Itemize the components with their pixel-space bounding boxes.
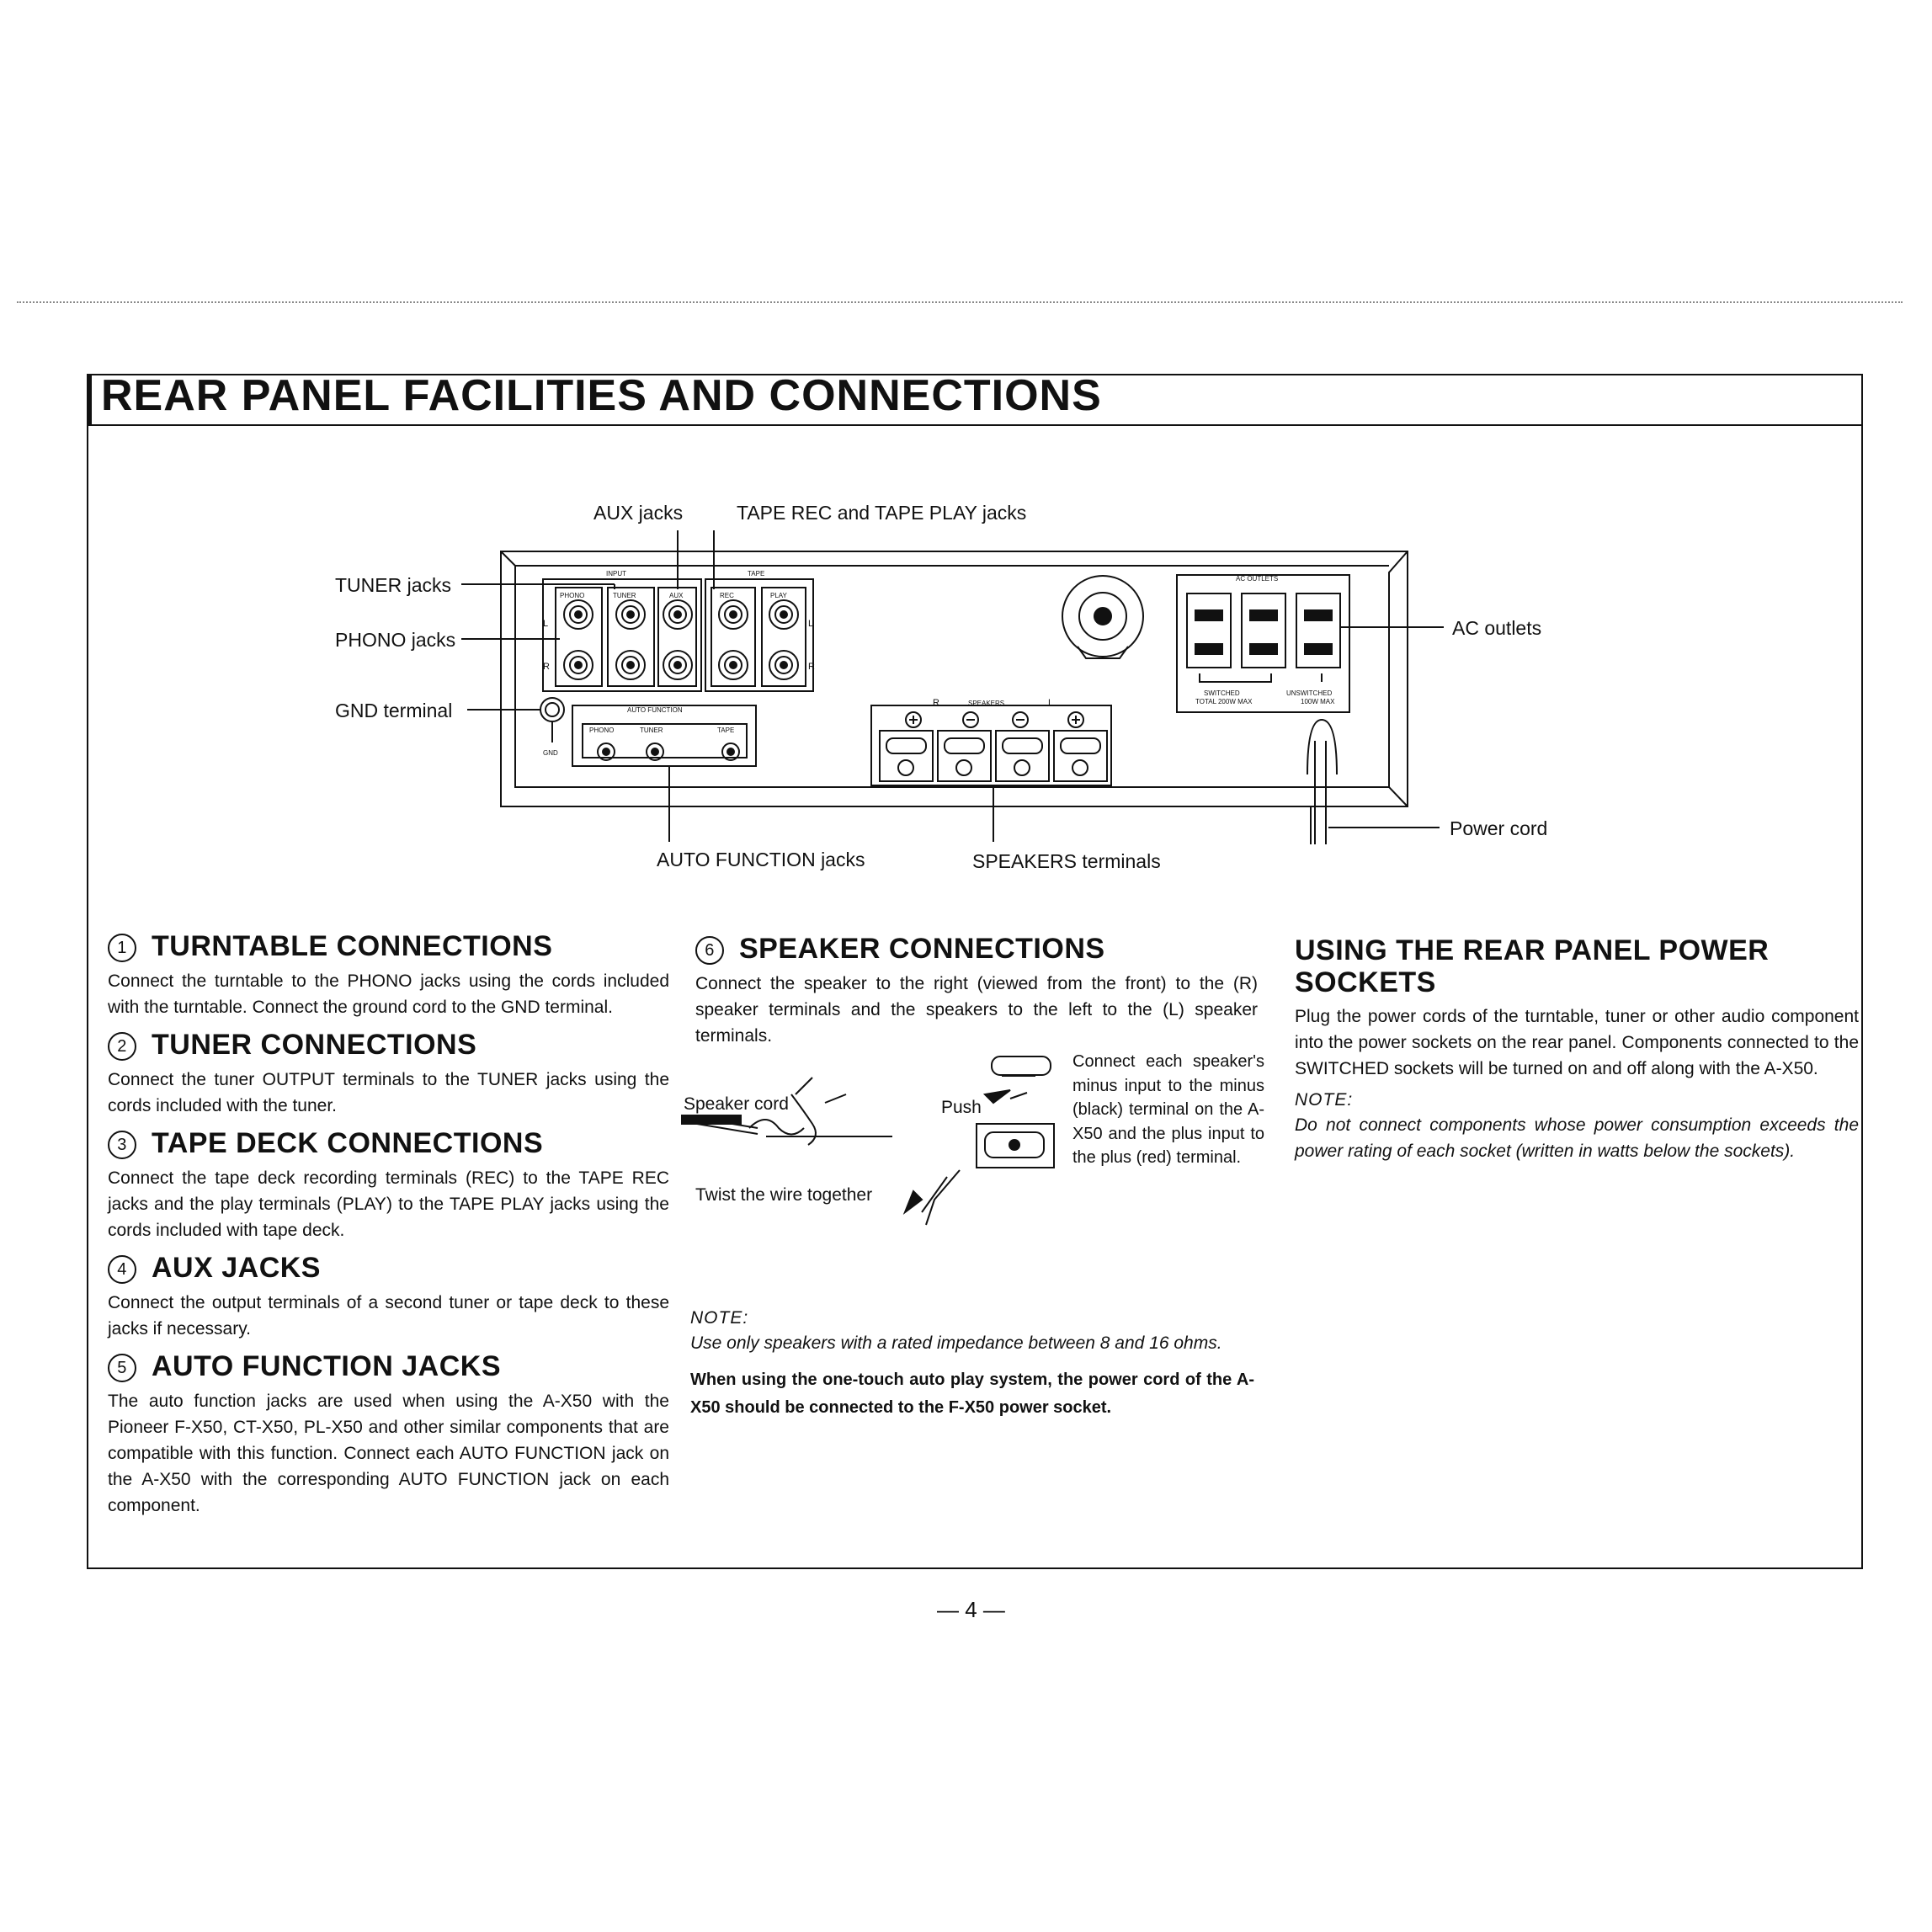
section-turntable <box>108 930 669 1020</box>
panel-l-label-right: L <box>808 619 814 629</box>
section-number: 5 <box>108 1354 136 1382</box>
panel-speakers-label: SPEAKERS <box>968 700 1005 707</box>
label-twist-wire: Twist the wire together <box>695 1185 873 1205</box>
panel-auto-function-label: AUTO FUNCTION <box>627 706 683 714</box>
panel-phono-label: PHONO <box>560 592 585 599</box>
label-speakers-terminals: SPEAKERS terminals <box>972 850 1161 872</box>
heading-tape: 3 TAPE DECK CONNECTIONS <box>108 1127 669 1160</box>
section-number: 1 <box>108 934 136 962</box>
heading-aux: 4 AUX JACKS <box>108 1252 669 1285</box>
section-number: 3 <box>108 1131 136 1159</box>
label-tape-jacks: TAPE REC and TAPE PLAY jacks <box>737 502 1027 524</box>
body-auto-function: The auto function jacks are used when using the A-X50 with the Pioneer F-X50, CT-X50, PL-X50 and other similar components that are compatible with this function. Connect each AUTO FUNCTION jack on the A-X50 with the corresponding AUTO FUNCTION jack on each component. <box>108 1392 669 1515</box>
label-phono-jacks: PHONO jacks <box>335 629 456 651</box>
label-ac-outlets: AC outlets <box>1452 617 1542 639</box>
section-tuner <box>108 1029 669 1119</box>
section-number: 4 <box>108 1255 136 1284</box>
label-push: Push <box>941 1098 982 1117</box>
panel-100w-label: 100W MAX <box>1301 698 1335 705</box>
body-power: Plug the power cords of the turntable, tuner or other audio component into the power sockets on the rear panel. Components connected to the SWITCHED sockets will be turned on and off along with the A-X50. <box>1295 1007 1859 1078</box>
panel-r-label: R <box>543 662 550 672</box>
panel-rec-label: REC <box>720 592 734 599</box>
panel-play-label: PLAY <box>770 592 787 599</box>
body-tuner: Connect the tuner OUTPUT terminals to the TUNER jacks using the cords included with the tuner. <box>108 1070 669 1115</box>
section-number: 2 <box>108 1032 136 1061</box>
panel-tuner-label: TUNER <box>613 592 636 599</box>
note-auto-play: When using the one-touch auto play system, the power cord of the A-X50 should be connected to the F-X50 power socket. <box>690 1370 1254 1417</box>
heading-turntable: 1 TURNTABLE CONNECTIONS <box>108 930 669 963</box>
speaker-wire-illustration <box>665 1044 1086 1246</box>
panel-ac-outlets-label: AC OUTLETS <box>1236 575 1279 583</box>
label-gnd-terminal: GND terminal <box>335 700 453 721</box>
panel-tape-label: TAPE <box>748 570 765 577</box>
panel-af-phono-label: PHONO <box>589 726 615 734</box>
panel-aux-label: AUX <box>669 592 684 599</box>
section-aux <box>108 1252 669 1342</box>
note-label: NOTE: <box>690 1308 749 1328</box>
speaker-notes <box>690 1305 1254 1422</box>
power-note-text: Do not connect components whose power consumption exceeds the power rating of each socket (written in watts below the sockets). <box>1295 1115 1859 1161</box>
page-number: — 4 — <box>937 1597 1005 1622</box>
heading-auto-function: 5 AUTO FUNCTION JACKS <box>108 1350 669 1383</box>
body-turntable: Connect the turntable to the PHONO jacks using the cords included with the turntable. Connect the ground cord to the GND terminal. <box>108 971 669 1017</box>
label-power-cord: Power cord <box>1450 817 1548 839</box>
note-impedance: Use only speakers with a rated impedance between 8 and 16 ohms. <box>690 1333 1222 1353</box>
label-tuner-jacks: TUNER jacks <box>335 574 452 596</box>
panel-af-tuner-label: TUNER <box>640 726 663 734</box>
heading-speaker: 6 SPEAKER CONNECTIONS <box>695 933 1258 966</box>
heading-power: USING THE REAR PANEL POWER SOCKETS <box>1295 934 1770 998</box>
panel-switched-label: SWITCHED <box>1204 689 1240 697</box>
panel-r-label-right: R <box>808 662 815 672</box>
section-auto-function <box>108 1350 669 1519</box>
heading-tuner: 2 TUNER CONNECTIONS <box>108 1029 669 1062</box>
panel-speakers-l-label: L <box>1048 698 1054 708</box>
left-column <box>108 930 669 1527</box>
power-note-label: NOTE: <box>1295 1090 1354 1110</box>
label-aux-jacks: AUX jacks <box>593 502 684 524</box>
right-column <box>1295 934 1859 1174</box>
panel-total-label: TOTAL 200W MAX <box>1195 698 1253 705</box>
panel-gnd-label: GND <box>543 749 558 757</box>
panel-l-label: L <box>543 619 549 629</box>
middle-column <box>695 933 1258 1057</box>
speaker-connect-text <box>1072 1050 1264 1170</box>
panel-input-label: INPUT <box>606 570 626 577</box>
page-title: REAR PANEL FACILITIES AND CONNECTIONS <box>101 371 1102 420</box>
panel-af-tape-label: TAPE <box>717 726 735 734</box>
panel-unswitched-label: UNSWITCHED <box>1286 689 1333 697</box>
label-auto-function-jacks: AUTO FUNCTION jacks <box>657 849 865 870</box>
panel-speakers-r-label: R <box>933 698 939 708</box>
section-number: 6 <box>695 936 724 965</box>
body-aux: Connect the output terminals of a second tuner or tape deck to these jacks if necessary. <box>108 1293 669 1339</box>
connect-instructions: Connect each speaker's minus input to the minus (black) terminal on the A-X50 and the plus input to the plus (red) terminal. <box>1072 1052 1264 1167</box>
section-tape <box>108 1127 669 1243</box>
body-speaker: Connect the speaker to the right (viewed from the front) to the (R) speaker terminals and the speakers to the left to the (L) speaker terminals. <box>695 974 1258 1046</box>
body-tape: Connect the tape deck recording terminals (REC) to the TAPE REC jacks and the play terminals (PLAY) to the TAPE PLAY jacks using the cords included with tape deck. <box>108 1168 669 1240</box>
label-speaker-cord: Speaker cord <box>684 1094 789 1114</box>
